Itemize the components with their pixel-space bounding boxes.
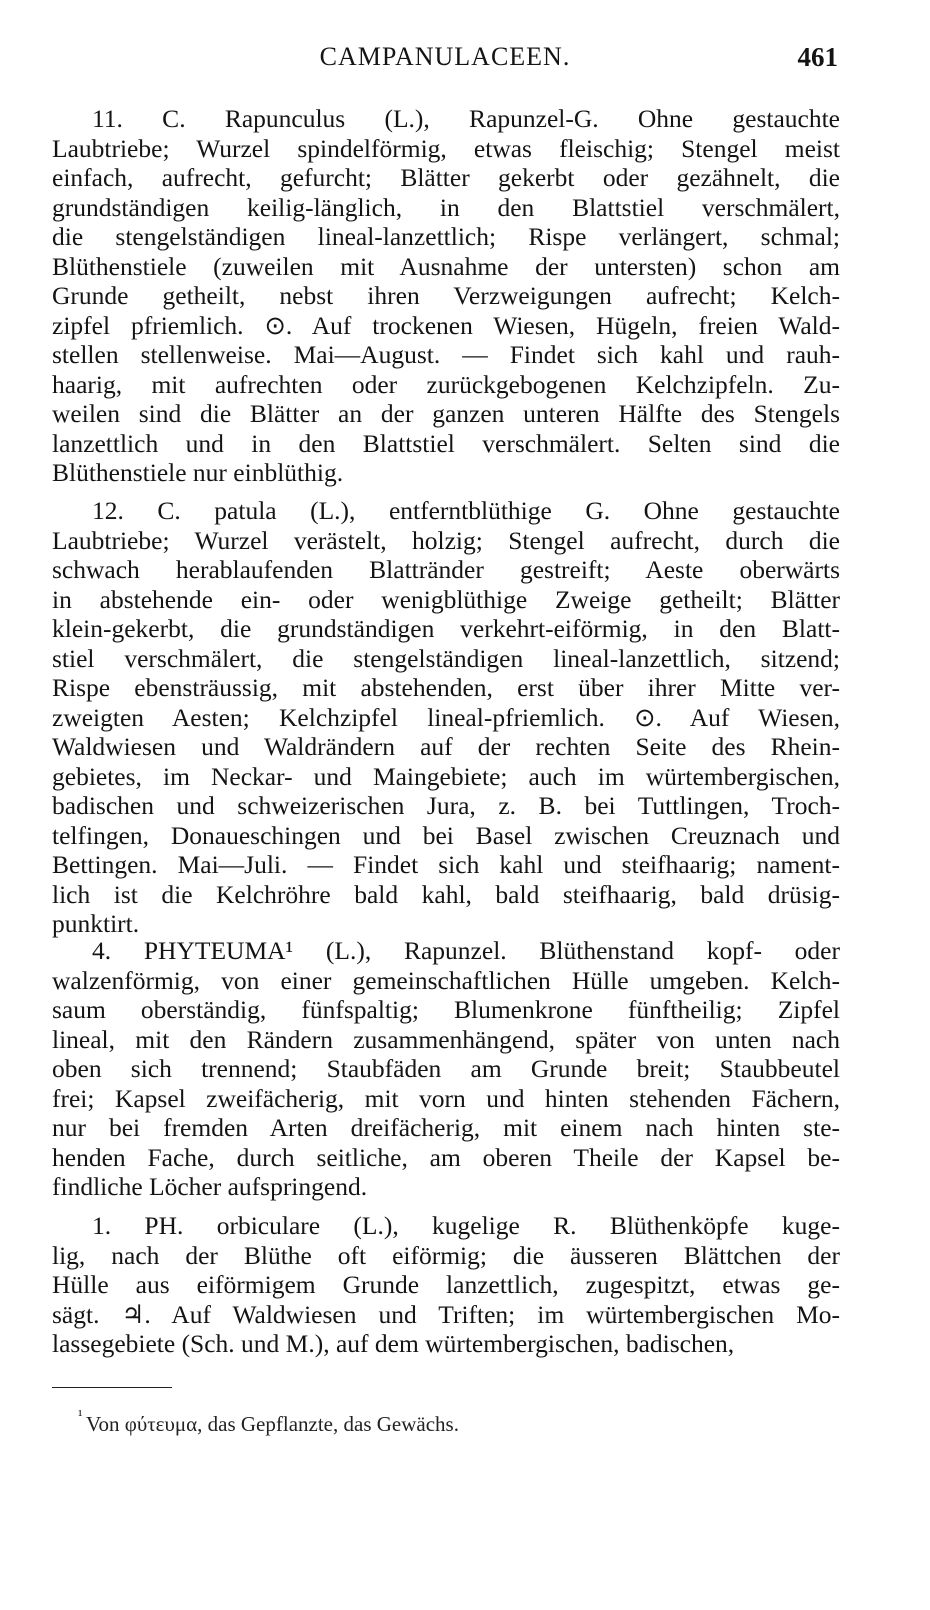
text-line: Bettingen. Mai—Juli. — Findet sich kahl und steifhaarig; nament- <box>52 850 840 879</box>
text-line: oben sich trennend; Staubfäden am Grunde breit; Staubbeutel <box>52 1054 840 1083</box>
text-line: stellen stellenweise. Mai—August. — Findet sich kahl und rauh- <box>52 340 840 369</box>
text-line: badischen und schweizerischen Jura, z. B. bei Tuttlingen, Troch- <box>52 791 840 820</box>
text-line: lich ist die Kelchröhre bald kahl, bald steifhaarig, bald drüsig- <box>52 879 840 909</box>
entry-campanula-rapunculus <box>52 104 840 488</box>
text-line: 1. PH. orbiculare (L.), kugelige R. Blüthenköpfe kuge- <box>92 1211 840 1240</box>
text-line: sägt. ♃. Auf Waldwiesen und Triften; im würtembergischen Mo- <box>52 1299 840 1329</box>
text-line: stiel verschmälert, die stengelständigen lineal-lanzettlich, sitzend; <box>52 643 840 673</box>
text-line: grundständigen keilig-länglich, in den Blattstiel verschmälert, <box>52 192 840 222</box>
running-title: CAMPANULACEEN. <box>319 42 571 71</box>
text-line: Waldwiesen und Waldrändern auf der rechten Seite des Rhein- <box>52 732 840 761</box>
text-line: Laubtriebe; Wurzel spindelförmig, etwas fleischig; Stengel meist <box>52 133 840 163</box>
text-line: lanzettlich und in den Blattstiel verschmälert. Selten sind die <box>52 428 840 458</box>
text-line: zweigten Aesten; Kelchzipfel lineal-pfriemlich. ⊙. Auf Wiesen, <box>52 702 840 732</box>
text-line: Blüthenstiele (zuweilen mit Ausnahme der untersten) schon am <box>52 251 840 281</box>
running-header <box>52 42 838 82</box>
text-line: lassegebiete (Sch. und M.), auf dem würtembergischen, badischen, <box>52 1329 735 1358</box>
text-line: 12. C. patula (L.), entferntblüthige G. Ohne gestauchte <box>92 496 840 525</box>
text-line: Laubtriebe; Wurzel verästelt, holzig; Stengel aufrecht, durch die <box>52 525 840 555</box>
footnote-text: Von φύτευμα, das Gepflanzte, das Gewächs. <box>86 1412 459 1436</box>
page-number: 461 <box>797 42 838 72</box>
text-line: saum oberständig, fünfspaltig; Blumenkrone fünftheilig; Zipfel <box>52 995 840 1024</box>
text-line: die stengelständigen lineal-lanzettlich; Rispe verlängert, schmal; <box>52 222 840 251</box>
text-line: klein-gekerbt, die grundständigen verkehrt-eiförmig, in den Blatt- <box>52 614 840 643</box>
text-line: telfingen, Donaueschingen und bei Basel zwischen Creuznach und <box>52 820 840 850</box>
text-line: Rispe ebensträussig, mit abstehenden, erst über ihrer Mitte ver- <box>52 673 840 702</box>
text-line: haarig, mit aufrechten oder zurückgebogenen Kelchzipfeln. Zu- <box>52 369 840 399</box>
entry-phyteuma-orbiculare <box>52 1211 840 1359</box>
footnote-divider <box>52 1387 172 1388</box>
text-line: punktirt. <box>52 909 140 938</box>
text-line: in abstehende ein- oder wenigblüthige Zweige getheilt; Blätter <box>52 584 840 614</box>
text-line: henden Fache, durch seitliche, am oberen Theile der Kapsel be- <box>52 1142 840 1172</box>
text-line: 4. PHYTEUMA¹ (L.), Rapunzel. Blüthenstand kopf- oder <box>92 936 840 965</box>
text-line: findliche Löcher aufspringend. <box>52 1172 368 1201</box>
text-line: lig, nach der Blüthe oft eiförmig; die äusseren Blättchen der <box>52 1240 840 1270</box>
text-line: Hülle aus eiförmigem Grunde lanzettlich, zugespitzt, etwas ge- <box>52 1270 840 1299</box>
footnote-mark: ¹ <box>78 1408 83 1424</box>
text-line: einfach, aufrecht, gefurcht; Blätter gekerbt oder gezähnelt, die <box>52 163 840 192</box>
text-line: schwach herablaufenden Blattränder gestreift; Aeste oberwärts <box>52 555 840 584</box>
text-line: weilen sind die Blätter an der ganzen unteren Hälfte des Stengels <box>52 399 840 428</box>
text-line: Blüthenstiele nur einblüthig. <box>52 458 344 487</box>
text-line: lineal, mit den Rändern zusammenhängend, später von unten nach <box>52 1024 840 1054</box>
text-line: walzenförmig, von einer gemeinschaftlichen Hülle umgeben. Kelch- <box>52 965 840 995</box>
text-line: 11. C. Rapunculus (L.), Rapunzel-G. Ohne gestauchte <box>92 104 840 133</box>
text-line: Grunde getheilt, nebst ihren Verzweigungen aufrecht; Kelch- <box>52 281 840 310</box>
genus-phyteuma-description <box>52 936 840 1202</box>
text-line: nur bei fremden Arten dreifächerig, mit einem nach hinten ste- <box>52 1113 840 1142</box>
footnote <box>78 1408 459 1437</box>
text-line: zipfel pfriemlich. ⊙. Auf trockenen Wiesen, Hügeln, freien Wald- <box>52 310 840 340</box>
text-line: gebietes, im Neckar- und Maingebiete; auch im würtembergischen, <box>52 761 840 791</box>
text-line: frei; Kapsel zweifächerig, mit vorn und hinten stehenden Fächern, <box>52 1083 840 1113</box>
entry-campanula-patula <box>52 496 840 939</box>
